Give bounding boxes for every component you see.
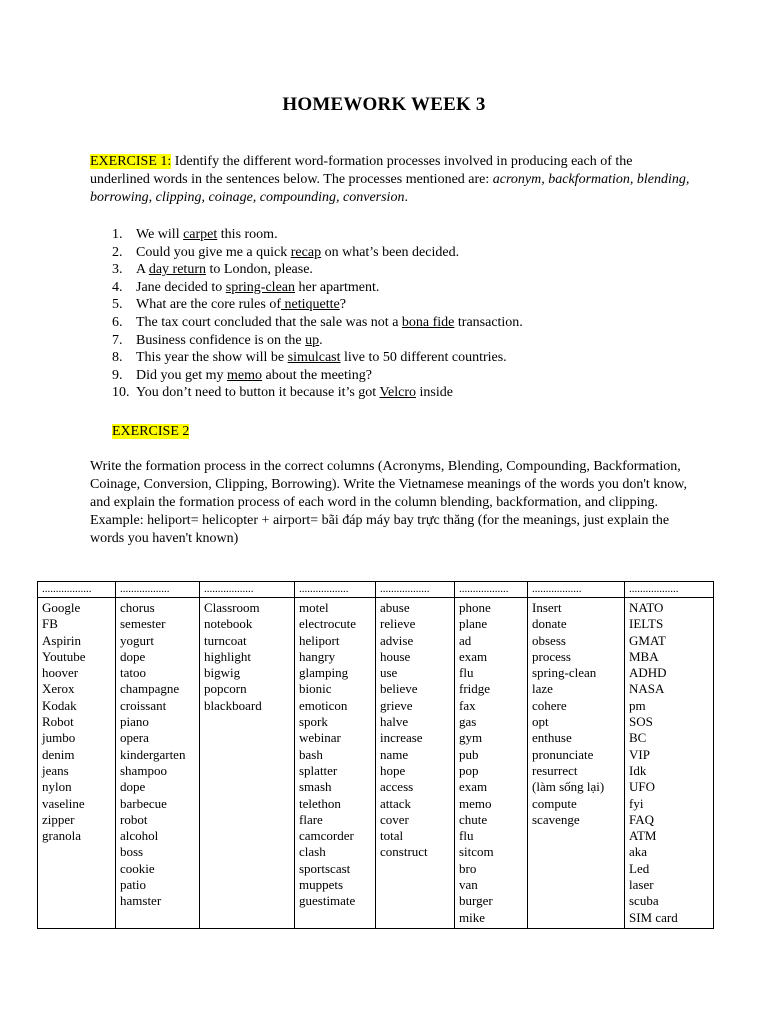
table-word: blackboard: [204, 697, 262, 713]
sentence-text: inside: [416, 385, 453, 401]
table-word: cover: [380, 811, 409, 827]
table-word: granola: [42, 828, 81, 844]
table-word: patio: [120, 877, 146, 893]
sentence-number: 1.: [112, 227, 123, 242]
table-word: boss: [120, 844, 144, 860]
word-column: [116, 598, 200, 929]
sentence-text: Could you give me a quick: [136, 244, 291, 260]
sentence-text: A: [136, 262, 149, 278]
column-header-blank: ..................: [376, 582, 455, 598]
table-word: ADHD: [629, 665, 667, 681]
table-word: VIP: [629, 746, 650, 762]
sentence-number: 4.: [112, 279, 123, 295]
sentence-text: Business confidence is on the: [136, 332, 306, 348]
page-title: HOMEWORK WEEK 3: [282, 94, 486, 115]
table-word: attack: [380, 795, 412, 811]
table-word: Google: [42, 600, 81, 615]
table-word: relieve: [380, 616, 416, 632]
table-word: exam: [459, 648, 488, 664]
exercise-1-end: .: [404, 190, 408, 205]
underlined-word: Velcro: [379, 385, 416, 401]
sentence-text: about the meeting?: [262, 367, 373, 383]
table-word: pm: [629, 697, 646, 713]
underlined-word: recap: [290, 244, 322, 260]
table-word: scavenge: [532, 811, 580, 827]
table-word: semester: [120, 616, 166, 632]
underlined-word: up: [305, 332, 320, 348]
list-item: [112, 226, 523, 244]
sentence-text: her apartment.: [295, 279, 380, 295]
list-item: [112, 244, 523, 262]
table-word: hamster: [120, 893, 162, 909]
table-word: shampoo: [120, 762, 167, 778]
sentence-number: 8.: [112, 350, 123, 366]
table-word: motel: [299, 600, 329, 615]
table-word: pronunciate: [532, 746, 594, 762]
table-word: abuse: [380, 600, 410, 615]
sentence-text: Jane decided to: [136, 279, 226, 295]
sentence-text: this room.: [217, 227, 278, 242]
table-word: MBA: [629, 648, 659, 664]
table-word: piano: [120, 714, 149, 730]
table-word: croissant: [120, 697, 167, 713]
table-word: halve: [380, 714, 409, 730]
sentence-number: 9.: [112, 367, 123, 383]
table-word: access: [380, 779, 414, 795]
table-word: notebook: [204, 616, 253, 632]
table-word: webinar: [299, 730, 341, 746]
table-word: enthuse: [532, 730, 572, 746]
table-word: pub: [459, 746, 479, 762]
table-word: Classroom: [204, 600, 260, 615]
table-word: Led: [629, 860, 650, 876]
table-word: denim: [42, 746, 75, 762]
table-word: NASA: [629, 681, 665, 697]
table-word: burger: [459, 893, 493, 909]
sentence-text: We will: [136, 227, 184, 242]
underlined-word: simulcast: [287, 350, 341, 366]
list-item: [112, 296, 523, 314]
underlined-word: spring-clean: [225, 279, 295, 295]
sentence-number: 2.: [112, 244, 123, 260]
table-word: champagne: [120, 681, 180, 697]
table-word: laze: [532, 681, 553, 697]
sentence-text: transaction.: [454, 314, 523, 330]
table-word: alcohol: [120, 828, 159, 844]
column-header-blank: ..................: [625, 582, 714, 598]
table-word: jeans: [42, 762, 69, 778]
table-word: pop: [459, 762, 479, 778]
table-word: glamping: [299, 665, 349, 681]
column-header-blank: ..................: [528, 582, 625, 598]
table-word: smash: [299, 779, 332, 795]
table-word: popcorn: [204, 681, 247, 697]
table-word: chute: [459, 811, 488, 827]
table-word: ad: [459, 632, 472, 648]
table-word: fridge: [459, 681, 491, 697]
table-word: SIM card: [629, 909, 678, 925]
table-word: yogurt: [120, 632, 154, 648]
table-word: laser: [629, 877, 654, 893]
table-word: bro: [459, 860, 477, 876]
table-word: turncoat: [204, 632, 247, 648]
table-word: flu: [459, 665, 474, 681]
table-word: gas: [459, 714, 477, 730]
table-word: sportscast: [299, 860, 351, 876]
word-column: [200, 598, 295, 929]
table-word: GMAT: [629, 632, 666, 648]
table-word: muppets: [299, 877, 344, 893]
exercise-1-instructions: [90, 153, 690, 207]
table-word: flu: [459, 828, 474, 844]
word-formation-table: [37, 581, 714, 929]
table-word: spork: [299, 714, 328, 730]
table-word: heliport: [299, 632, 340, 648]
table-word: Xerox: [42, 681, 75, 697]
table-body-row: [38, 598, 714, 929]
table-word: hope: [380, 762, 406, 778]
table-word: Insert: [532, 600, 562, 615]
list-item: [112, 279, 523, 297]
list-item: [112, 349, 523, 367]
list-item: [112, 261, 523, 279]
table-word: FB: [42, 616, 58, 632]
table-word: sitcom: [459, 844, 494, 860]
table-word: spring-clean: [532, 665, 597, 681]
table-word: phone: [459, 600, 491, 615]
underlined-word: bona fide: [401, 314, 455, 330]
table-word: FAQ: [629, 811, 655, 827]
sentence-text: to London, please.: [206, 262, 313, 278]
table-word: vaseline: [42, 795, 85, 811]
column-header-blank: ..................: [295, 582, 376, 598]
table-word: jumbo: [42, 730, 76, 746]
table-word: scuba: [629, 893, 659, 909]
list-item: [112, 314, 523, 332]
column-header-blank: ..................: [38, 582, 116, 598]
table-word: exam: [459, 779, 488, 795]
table-word: memo: [459, 795, 492, 811]
word-column: [295, 598, 376, 929]
sentence-text: This year the show will be: [136, 350, 288, 366]
table-word: guestimate: [299, 893, 356, 909]
table-word: increase: [380, 730, 423, 746]
word-column: [376, 598, 455, 929]
table-word: hoover: [42, 665, 79, 681]
table-word: zipper: [42, 811, 75, 827]
table-word: clash: [299, 844, 326, 860]
table-header-row: [38, 582, 714, 598]
table-word: barbecue: [120, 795, 167, 811]
table-word: opera: [120, 730, 149, 746]
table-word: advise: [380, 632, 414, 648]
column-header-blank: ..................: [200, 582, 295, 598]
exercise-1-label: EXERCISE 1:: [90, 154, 172, 169]
table-word: construct: [380, 844, 428, 860]
table-word: aka: [629, 844, 648, 860]
table-word: kindergarten: [120, 746, 186, 762]
sentence-text: You don’t need to button it because it’s got: [136, 385, 380, 401]
table-word: total: [380, 828, 404, 844]
table-word: NATO: [629, 600, 664, 615]
table-word: cohere: [532, 697, 567, 713]
table-word: opt: [532, 714, 549, 730]
table-word: cookie: [120, 860, 155, 876]
table-word: IELTS: [629, 616, 664, 632]
underlined-word: carpet: [183, 227, 218, 242]
table-word: grieve: [380, 697, 413, 713]
table-word: emoticon: [299, 697, 348, 713]
table-word: bigwig: [204, 665, 241, 681]
sentence-text: What are the core rules of: [136, 297, 281, 313]
table-word: (làm sống lại): [532, 779, 605, 795]
sentence-number: 10.: [112, 385, 130, 401]
exercise-2-instructions: Write the formation process in the correct columns (Acronyms, Blending, Compounding, Backformation, Coinage, Conversion, Clipping, Borrowing). Write the Vietnamese meanings of the words you don't know, and explain the formation process of each word in the column blending, backformation, and clipping. Example: heliport= helicopter + airport= bãi đáp máy bay trực thăng (for the meanings, just explain the words you haven't known): [90, 459, 687, 546]
list-item: [112, 384, 523, 402]
table-word: name: [380, 746, 409, 762]
underlined-word: netiquette: [280, 297, 340, 313]
table-word: Robot: [42, 714, 74, 730]
table-word: splatter: [299, 762, 338, 778]
sentence-text: ?: [339, 297, 346, 313]
sentence-number: 3.: [112, 262, 123, 278]
underlined-word: memo: [227, 367, 262, 383]
table-word: camcorder: [299, 828, 354, 844]
word-column: [38, 598, 116, 929]
table-word: Aspirin: [42, 632, 81, 648]
table-word: bionic: [299, 681, 332, 697]
word-column: [455, 598, 528, 929]
exercise-2-heading: [112, 423, 189, 441]
table-word: ATM: [629, 828, 657, 844]
table-word: electrocute: [299, 616, 357, 632]
sentence-text: live to 50 different countries.: [340, 350, 507, 366]
table-word: Idk: [629, 762, 647, 778]
table-word: believe: [380, 681, 418, 697]
sentence-text: .: [319, 332, 323, 348]
sentence-number: 5.: [112, 297, 123, 313]
table-word: robot: [120, 811, 148, 827]
sentence-text: The tax court concluded that the sale was not a: [136, 314, 402, 330]
table-word: Youtube: [42, 648, 86, 664]
table-word: gym: [459, 730, 483, 746]
exercise-1-intro: Identify the different word-formation processes involved in producing each of the underlined words in the sentences below. The processes mentioned are:: [90, 154, 633, 187]
table-word: chorus: [120, 600, 155, 615]
word-column: [625, 598, 714, 929]
underlined-word: day return: [148, 262, 206, 278]
table-word: fax: [459, 697, 476, 713]
list-item: [112, 332, 523, 350]
list-item: [112, 367, 523, 385]
table-word: Kodak: [42, 697, 77, 713]
table-word: dope: [120, 779, 146, 795]
exercise-1-process-list: acronym, backformation, blending, borrowing, clipping, coinage, compounding, conversion: [90, 172, 690, 205]
table-word: highlight: [204, 648, 251, 664]
table-word: SOS: [629, 714, 653, 730]
sentence-list: [112, 226, 523, 402]
table-word: obsess: [532, 632, 566, 648]
table-word: hangry: [299, 648, 336, 664]
table-word: compute: [532, 795, 577, 811]
table-word: tatoo: [120, 665, 146, 681]
table-word: BC: [629, 730, 647, 746]
table-word: telethon: [299, 795, 341, 811]
table-word: bash: [299, 746, 323, 762]
sentence-number: 7.: [112, 332, 123, 348]
word-column: [528, 598, 625, 929]
column-header-blank: ..................: [116, 582, 200, 598]
table-word: fyi: [629, 795, 644, 811]
table-word: donate: [532, 616, 567, 632]
table-word: nylon: [42, 779, 72, 795]
table-word: house: [380, 648, 411, 664]
table-word: process: [532, 648, 571, 664]
table-word: van: [459, 877, 478, 893]
table-word: use: [380, 665, 398, 681]
sentence-text: Did you get my: [136, 367, 227, 383]
sentence-number: 6.: [112, 314, 123, 330]
table-word: plane: [459, 616, 488, 632]
exercise-2-label: EXERCISE 2: [112, 424, 190, 439]
sentence-text: on what’s been decided.: [321, 244, 460, 260]
table-word: flare: [299, 811, 323, 827]
column-header-blank: ..................: [455, 582, 528, 598]
table-word: dope: [120, 648, 146, 664]
table-word: mike: [459, 909, 485, 925]
table-word: resurrect: [532, 762, 578, 778]
table-word: UFO: [629, 779, 656, 795]
